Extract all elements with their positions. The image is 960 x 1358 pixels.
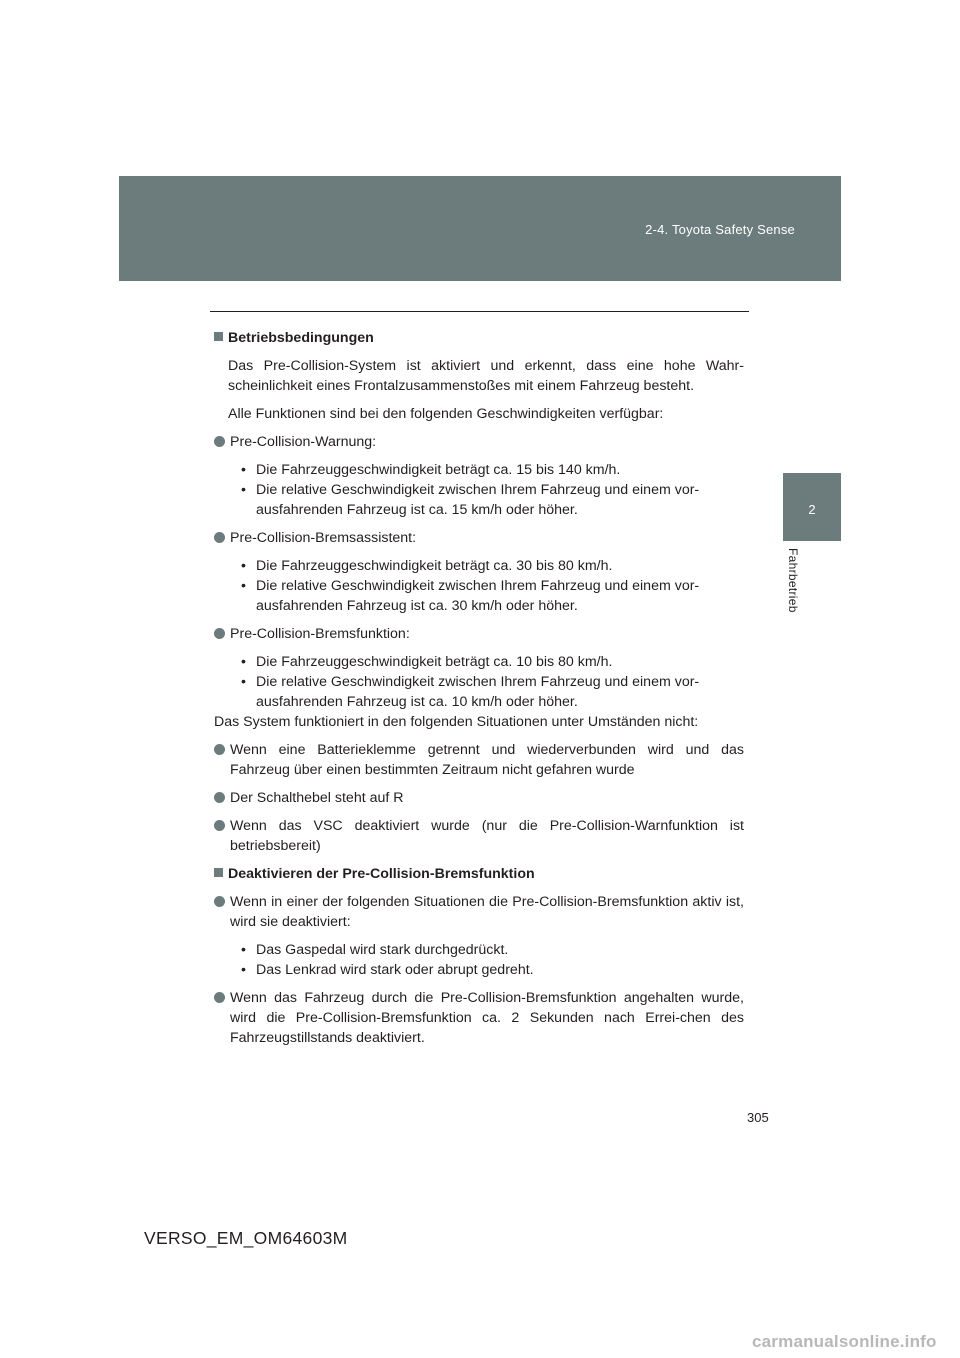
circle-bullet-icon — [214, 628, 225, 639]
sub-list-item — [241, 576, 744, 616]
page-number: 305 — [747, 1110, 769, 1125]
sub-list-item — [241, 460, 744, 480]
circle-bullet-icon — [214, 436, 225, 447]
dot-marker-icon: • — [241, 482, 246, 498]
chapter-number: 2 — [808, 502, 816, 517]
sub-list-item-text: Die relative Geschwindigkeit zwischen Ihrem Fahrzeug und einem vor-ausfahrenden Fahrzeug ist ca. 10 km/h oder höher. — [256, 674, 700, 710]
paragraph: Das Pre-Collision-System ist aktiviert und erkennt, dass eine hohe Wahr-scheinlichkeit eines Frontalzusammenstoßes mit einem Fahrzeug besteht. — [228, 358, 744, 394]
sub-list — [214, 556, 744, 616]
dot-marker-icon: • — [241, 654, 246, 670]
sub-list-item-text: Die Fahrzeuggeschwindigkeit beträgt ca. 30 bis 80 km/h. — [256, 558, 613, 574]
circle-bullet-icon — [214, 992, 225, 1003]
square-bullet-icon — [214, 868, 223, 877]
list-item-text: Pre-Collision-Warnung: — [230, 434, 377, 450]
list-item — [214, 528, 744, 548]
list-item-text: Der Schalthebel steht auf R — [230, 790, 404, 806]
list-item-text: Wenn das VSC deaktiviert wurde (nur die Pre-Collision-Warnfunktion ist betriebsbereit) — [230, 818, 744, 854]
heading-text: Betriebsbedingungen — [228, 330, 374, 346]
list-item-text: Wenn das Fahrzeug durch die Pre-Collision-Bremsfunktion angehalten wurde, wird die Pre-Collision-Bremsfunktion ca. 2 Sekunden nach Errei-chen des Fahrzeugstillstands deaktiviert. — [230, 990, 744, 1046]
list-item — [214, 988, 744, 1048]
dot-marker-icon: • — [241, 962, 246, 978]
list-item — [214, 740, 744, 780]
list-item — [214, 892, 744, 932]
circle-bullet-icon — [214, 532, 225, 543]
sub-list-item — [241, 480, 744, 520]
dot-marker-icon: • — [241, 578, 246, 594]
list-item-text: Wenn eine Batterieklemme getrennt und wiederverbunden wird und das Fahrzeug über einen bestimmten Zeitraum nicht gefahren wurde — [230, 742, 744, 778]
heading-text: Deaktivieren der Pre-Collision-Bremsfunktion — [228, 866, 535, 882]
sub-list-item-text: Die Fahrzeuggeschwindigkeit beträgt ca. 15 bis 140 km/h. — [256, 462, 621, 478]
section-heading — [214, 864, 744, 884]
sub-list-item — [241, 652, 744, 672]
sub-list-item — [241, 940, 744, 960]
note-paragraph: Das System funktioniert in den folgenden Situationen unter Umständen nicht: — [214, 714, 699, 730]
circle-bullet-icon — [214, 792, 225, 803]
sub-list-item-text: Das Lenkrad wird stark oder abrupt gedreht. — [256, 962, 534, 978]
list-item — [214, 432, 744, 452]
sub-list-item — [241, 556, 744, 576]
square-bullet-icon — [214, 332, 223, 341]
circle-bullet-icon — [214, 744, 225, 755]
paragraph: Alle Funktionen sind bei den folgenden Geschwindigkeiten verfügbar: — [228, 406, 664, 422]
sub-list — [214, 460, 744, 520]
dot-marker-icon: • — [241, 942, 246, 958]
sub-list-item-text: Die relative Geschwindigkeit zwischen Ihrem Fahrzeug und einem vor-ausfahrenden Fahrzeug ist ca. 30 km/h oder höher. — [256, 578, 700, 614]
section-heading — [214, 328, 744, 348]
list-item — [214, 624, 744, 644]
watermark: carmanualsonline.info — [752, 1332, 937, 1351]
sub-list-item — [241, 672, 744, 712]
sub-list — [214, 652, 744, 712]
circle-bullet-icon — [214, 820, 225, 831]
chapter-tab — [783, 473, 841, 541]
chapter-label: Fahrbetrieb — [786, 548, 800, 613]
dot-marker-icon: • — [241, 674, 246, 690]
document-id: VERSO_EM_OM64603M — [144, 1228, 348, 1248]
top-rule — [210, 311, 749, 312]
circle-bullet-icon — [214, 896, 225, 907]
sub-list-item-text: Die Fahrzeuggeschwindigkeit beträgt ca. 10 bis 80 km/h. — [256, 654, 613, 670]
page-content — [214, 328, 744, 1056]
list-item — [214, 788, 744, 808]
list-item-text: Wenn in einer der folgenden Situationen die Pre-Collision-Bremsfunktion aktiv ist, wird sie deaktiviert: — [230, 894, 744, 930]
list-item-text: Pre-Collision-Bremsassistent: — [230, 530, 417, 546]
sub-list-item-text: Das Gaspedal wird stark durchgedrückt. — [256, 942, 509, 958]
header-band — [119, 176, 841, 281]
sub-list-item-text: Die relative Geschwindigkeit zwischen Ihrem Fahrzeug und einem vor-ausfahrenden Fahrzeug ist ca. 15 km/h oder höher. — [256, 482, 700, 518]
sub-list — [214, 940, 744, 980]
dot-marker-icon: • — [241, 558, 246, 574]
section-title: 2-4. Toyota Safety Sense — [645, 222, 795, 237]
list-item — [214, 816, 744, 856]
dot-marker-icon: • — [241, 462, 246, 478]
list-item-text: Pre-Collision-Bremsfunktion: — [230, 626, 410, 642]
sub-list-item — [241, 960, 744, 980]
